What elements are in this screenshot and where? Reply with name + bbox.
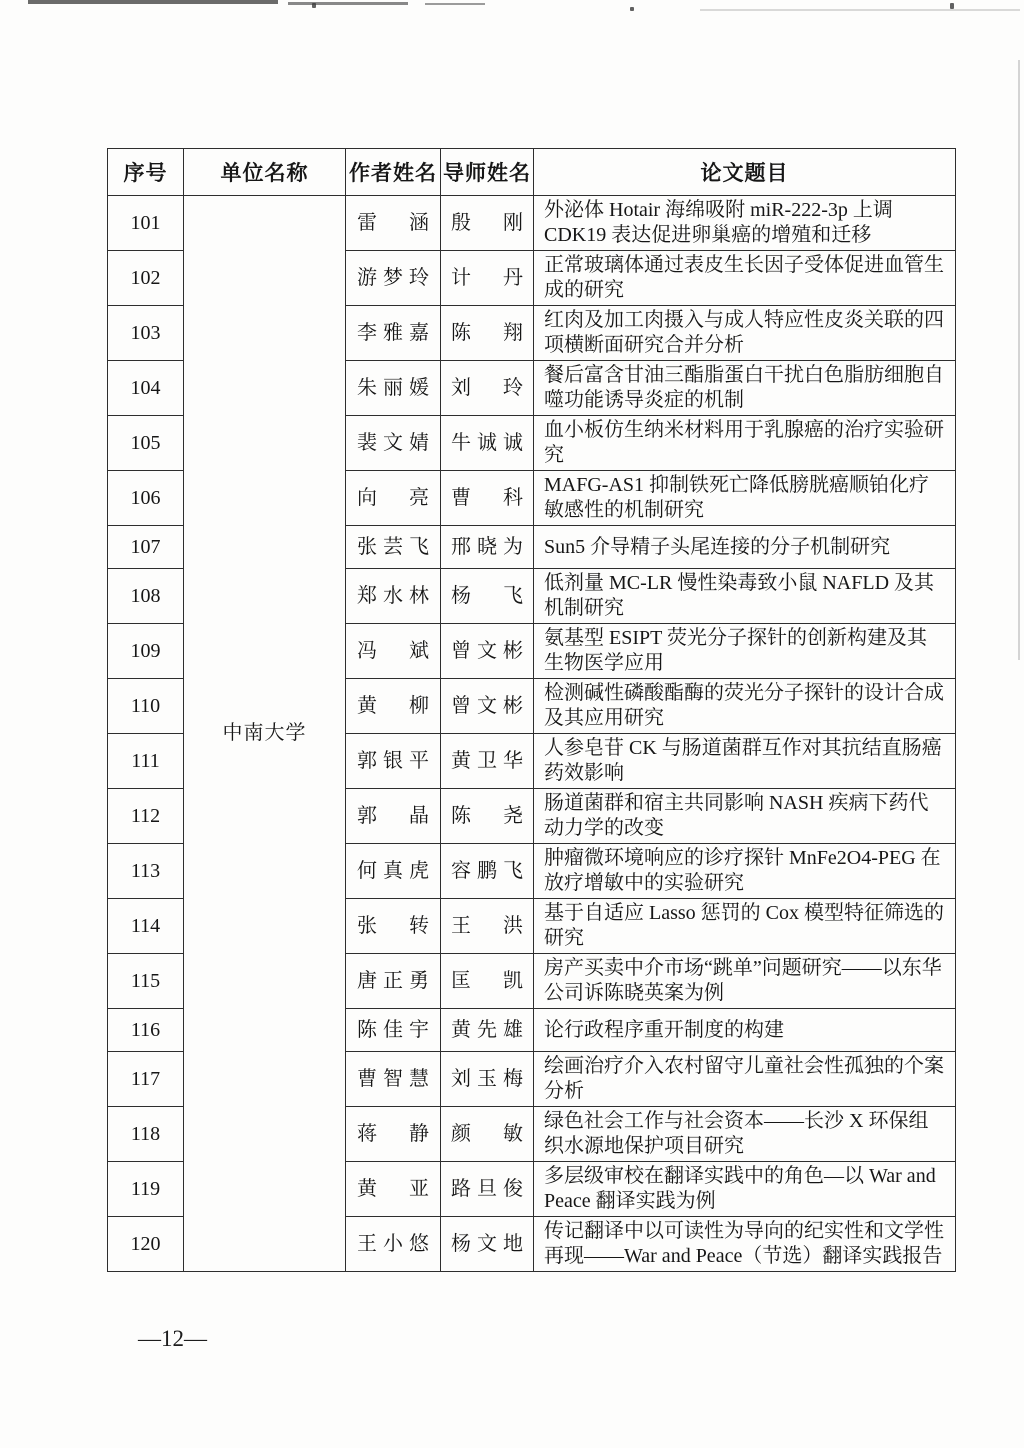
author-name xyxy=(346,899,441,954)
author-name-text: 黄柳 xyxy=(357,694,429,717)
serial-number: 103 xyxy=(108,306,184,361)
advisor-name xyxy=(441,899,534,954)
author-name-text: 曹智慧 xyxy=(357,1067,429,1090)
scan-artifact-streak xyxy=(425,3,485,5)
advisor-name-text: 容鹏飞 xyxy=(451,859,523,882)
author-name-text: 陈佳宇 xyxy=(357,1018,429,1041)
advisor-name-text: 邢晓为 xyxy=(451,535,523,558)
serial-number: 102 xyxy=(108,251,184,306)
scan-artifact-dot xyxy=(312,3,316,8)
advisor-name xyxy=(441,416,534,471)
author-name-text: 张芸飞 xyxy=(357,535,429,558)
advisor-name-text: 颜敏 xyxy=(451,1122,523,1145)
serial-number: 105 xyxy=(108,416,184,471)
thesis-title: 血小板仿生纳米材料用于乳腺癌的治疗实验研究 xyxy=(534,416,956,471)
thesis-title: 肿瘤微环境响应的诊疗探针 MnFe2O4-PEG 在放疗增敏中的实验研究 xyxy=(534,844,956,899)
thesis-title: 论行政程序重开制度的构建 xyxy=(534,1009,956,1052)
author-name xyxy=(346,196,441,251)
author-name xyxy=(346,1009,441,1052)
advisor-name-text: 黄先雄 xyxy=(451,1018,523,1041)
thesis-table xyxy=(107,148,956,1272)
author-name xyxy=(346,361,441,416)
advisor-name-text: 匡凯 xyxy=(451,969,523,992)
serial-number: 115 xyxy=(108,954,184,1009)
advisor-name xyxy=(441,1009,534,1052)
author-name-text: 朱丽媛 xyxy=(357,376,429,399)
advisor-name xyxy=(441,526,534,569)
serial-number: 104 xyxy=(108,361,184,416)
thesis-title: 肠道菌群和宿主共同影响 NASH 疾病下药代动力学的改变 xyxy=(534,789,956,844)
thesis-title: 基于自适应 Lasso 惩罚的 Cox 模型特征筛选的研究 xyxy=(534,899,956,954)
author-name xyxy=(346,1162,441,1217)
serial-number: 106 xyxy=(108,471,184,526)
advisor-name xyxy=(441,569,534,624)
serial-number: 112 xyxy=(108,789,184,844)
advisor-name-text: 曾文彬 xyxy=(451,639,523,662)
author-name xyxy=(346,1107,441,1162)
author-name-text: 冯斌 xyxy=(357,639,429,662)
thesis-title: 红肉及加工肉摄入与成人特应性皮炎关联的四项横断面研究合并分析 xyxy=(534,306,956,361)
advisor-name xyxy=(441,1162,534,1217)
col-header-title: 论文题目 xyxy=(534,149,956,196)
author-name-text: 郭银平 xyxy=(357,749,429,772)
advisor-name-text: 计丹 xyxy=(451,266,523,289)
serial-number: 114 xyxy=(108,899,184,954)
scan-artifact-streak xyxy=(28,0,278,4)
author-name-text: 黄亚 xyxy=(357,1177,429,1200)
author-name-text: 李雅嘉 xyxy=(357,321,429,344)
serial-number: 108 xyxy=(108,569,184,624)
advisor-name xyxy=(441,306,534,361)
author-name xyxy=(346,789,441,844)
thesis-title: 传记翻译中以可读性为导向的纪实性和文学性再现——War and Peace（节选）翻译实践报告 xyxy=(534,1217,956,1272)
table-row xyxy=(108,196,956,251)
advisor-name-text: 曹科 xyxy=(451,486,523,509)
thesis-title: 房产买卖中介市场“跳单”问题研究——以东华公司诉陈晓英案为例 xyxy=(534,954,956,1009)
thesis-title: 绘画治疗介入农村留守儿童社会性孤独的个案分析 xyxy=(534,1052,956,1107)
thesis-title: 正常玻璃体通过表皮生长因子受体促进血管生成的研究 xyxy=(534,251,956,306)
author-name xyxy=(346,1052,441,1107)
col-header-serial: 序号 xyxy=(108,149,184,196)
page-number: —12— xyxy=(138,1326,207,1351)
author-name-text: 王小悠 xyxy=(357,1232,429,1255)
author-name xyxy=(346,569,441,624)
author-name xyxy=(346,306,441,361)
serial-number: 118 xyxy=(108,1107,184,1162)
advisor-name xyxy=(441,251,534,306)
author-name xyxy=(346,251,441,306)
thesis-title: Sun5 介导精子头尾连接的分子机制研究 xyxy=(534,526,956,569)
author-name-text: 向亮 xyxy=(357,486,429,509)
advisor-name xyxy=(441,1052,534,1107)
thesis-title: 外泌体 Hotair 海绵吸附 miR-222-3p 上调 CDK19 表达促进卵巢癌的增殖和迁移 xyxy=(534,196,956,251)
serial-number: 110 xyxy=(108,679,184,734)
scan-artifact-dot xyxy=(630,7,634,11)
author-name xyxy=(346,416,441,471)
author-name xyxy=(346,624,441,679)
scan-artifact-dot xyxy=(950,3,954,9)
serial-number: 111 xyxy=(108,734,184,789)
author-name-text: 蒋静 xyxy=(357,1122,429,1145)
advisor-name xyxy=(441,624,534,679)
thesis-title: 多层级审校在翻译实践中的角色—以 War and Peace 翻译实践为例 xyxy=(534,1162,956,1217)
advisor-name-text: 殷刚 xyxy=(451,211,523,234)
col-header-author: 作者姓名 xyxy=(346,149,441,196)
advisor-name-text: 刘玲 xyxy=(451,376,523,399)
author-name xyxy=(346,526,441,569)
advisor-name-text: 陈尧 xyxy=(451,804,523,827)
author-name-text: 游梦玲 xyxy=(357,266,429,289)
advisor-name-text: 黄卫华 xyxy=(451,749,523,772)
author-name xyxy=(346,844,441,899)
serial-number: 116 xyxy=(108,1009,184,1052)
thesis-title: 人参皂苷 CK 与肠道菌群互作对其抗结直肠癌药效影响 xyxy=(534,734,956,789)
advisor-name-text: 王洪 xyxy=(451,914,523,937)
scan-artifact-streak xyxy=(288,2,408,5)
author-name-text: 唐正勇 xyxy=(357,969,429,992)
author-name-text: 张转 xyxy=(357,914,429,937)
scan-artifact-edge-line xyxy=(1018,60,1020,660)
serial-number: 117 xyxy=(108,1052,184,1107)
advisor-name xyxy=(441,361,534,416)
serial-number: 113 xyxy=(108,844,184,899)
advisor-name xyxy=(441,679,534,734)
author-name xyxy=(346,679,441,734)
advisor-name xyxy=(441,734,534,789)
author-name xyxy=(346,1217,441,1272)
advisor-name xyxy=(441,1107,534,1162)
advisor-name-text: 杨飞 xyxy=(451,584,523,607)
thesis-table-body xyxy=(108,196,956,1272)
author-name-text: 郭晶 xyxy=(357,804,429,827)
thesis-title: 绿色社会工作与社会资本——长沙 X 环保组织水源地保护项目研究 xyxy=(534,1107,956,1162)
advisor-name xyxy=(441,471,534,526)
advisor-name-text: 陈翔 xyxy=(451,321,523,344)
thesis-title: MAFG-AS1 抑制铁死亡降低膀胱癌顺铂化疗敏感性的机制研究 xyxy=(534,471,956,526)
institution-name: 中南大学 xyxy=(184,196,346,1272)
scan-artifact-streak xyxy=(700,9,1020,11)
col-header-advisor: 导师姓名 xyxy=(441,149,534,196)
advisor-name xyxy=(441,954,534,1009)
col-header-institution: 单位名称 xyxy=(184,149,346,196)
author-name-text: 裴文婧 xyxy=(357,431,429,454)
serial-number: 120 xyxy=(108,1217,184,1272)
author-name xyxy=(346,471,441,526)
advisor-name-text: 曾文彬 xyxy=(451,694,523,717)
thesis-title: 低剂量 MC-LR 慢性染毒致小鼠 NAFLD 及其机制研究 xyxy=(534,569,956,624)
thesis-table-header xyxy=(108,149,956,196)
advisor-name xyxy=(441,196,534,251)
serial-number: 109 xyxy=(108,624,184,679)
header-row xyxy=(108,149,956,196)
advisor-name-text: 路旦俊 xyxy=(451,1177,523,1200)
advisor-name-text: 刘玉梅 xyxy=(451,1067,523,1090)
advisor-name xyxy=(441,789,534,844)
serial-number: 101 xyxy=(108,196,184,251)
author-name-text: 雷涵 xyxy=(357,211,429,234)
advisor-name xyxy=(441,844,534,899)
serial-number: 119 xyxy=(108,1162,184,1217)
advisor-name-text: 牛诚诚 xyxy=(451,431,523,454)
author-name-text: 郑水林 xyxy=(357,584,429,607)
serial-number: 107 xyxy=(108,526,184,569)
thesis-title: 餐后富含甘油三酯脂蛋白干扰白色脂肪细胞自噬功能诱导炎症的机制 xyxy=(534,361,956,416)
thesis-title: 检测碱性磷酸酯酶的荧光分子探针的设计合成及其应用研究 xyxy=(534,679,956,734)
advisor-name-text: 杨文地 xyxy=(451,1232,523,1255)
author-name xyxy=(346,954,441,1009)
advisor-name xyxy=(441,1217,534,1272)
author-name xyxy=(346,734,441,789)
thesis-title: 氨基型 ESIPT 荧光分子探针的创新构建及其生物医学应用 xyxy=(534,624,956,679)
author-name-text: 何真虎 xyxy=(357,859,429,882)
